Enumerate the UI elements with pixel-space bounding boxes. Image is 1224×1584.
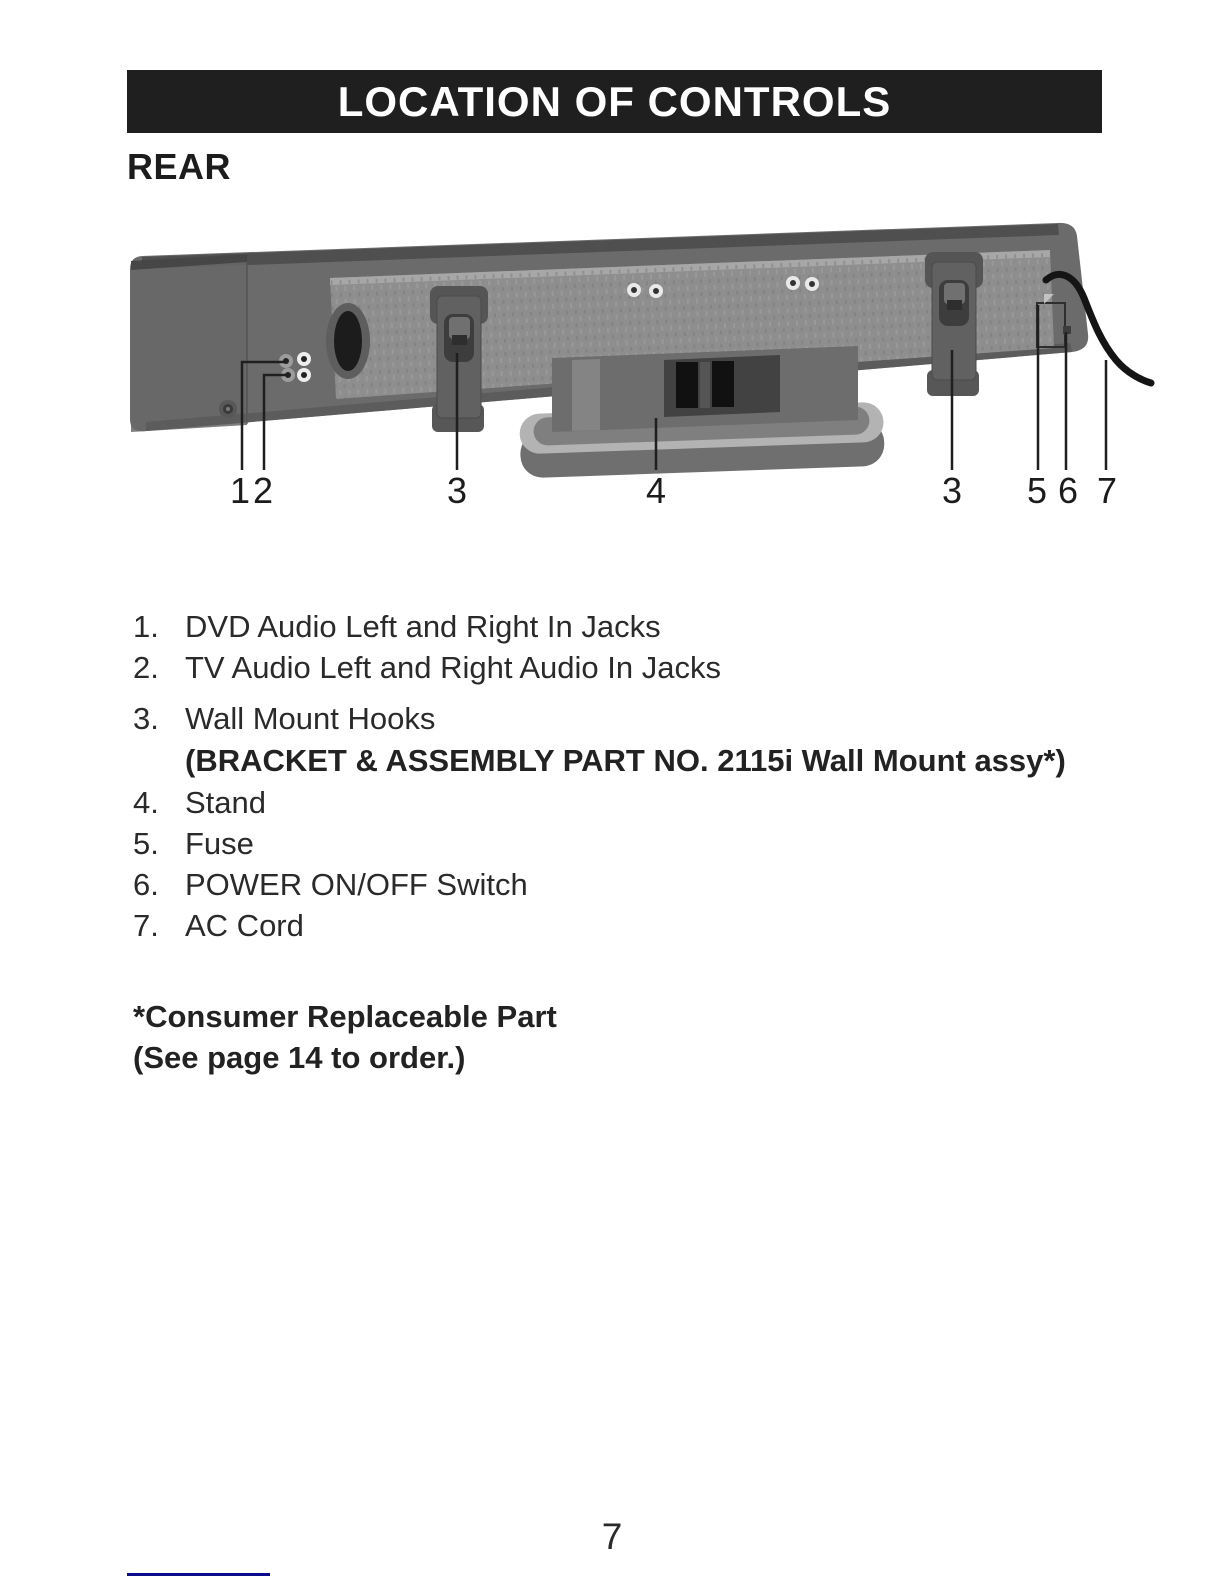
page-title: LOCATION OF CONTROLS (337, 77, 892, 125)
parts-list (133, 606, 1113, 946)
item-text: POWER ON/OFF Switch (185, 867, 528, 902)
footnote-line-1: *Consumer Replaceable Part (133, 999, 557, 1034)
wall-mount-hook-left (430, 286, 488, 432)
parts-list-item (133, 647, 1113, 688)
item-number: 1. (133, 609, 159, 644)
item-text: Stand (185, 785, 267, 820)
item-text: AC Cord (185, 908, 304, 943)
parts-list-item (133, 782, 1113, 823)
stand (519, 346, 885, 478)
parts-list-item (133, 606, 1113, 647)
bass-port (326, 303, 370, 379)
item-number: 6. (133, 867, 159, 902)
item-text: Fuse (185, 826, 254, 861)
item-number: 5. (133, 826, 159, 861)
callout-label-5: 5 (1026, 470, 1048, 511)
corner-screw (219, 400, 237, 418)
footer-rule (127, 1573, 270, 1576)
footnote-line-2: (See page 14 to order.) (133, 1040, 466, 1075)
item-number: 3. (133, 701, 159, 736)
header-bar (127, 70, 1102, 133)
item-number: 7. (133, 908, 159, 943)
section-heading-rear: REAR (127, 146, 232, 187)
parts-list-item (133, 864, 1113, 905)
callout-label-1: 1 (229, 470, 251, 511)
item-text: DVD Audio Left and Right In Jacks (185, 609, 661, 644)
rear-view-diagram (100, 195, 1224, 525)
parts-list-item (133, 698, 1113, 739)
callout-label-7: 7 (1096, 470, 1118, 511)
parts-list-item (133, 905, 1113, 946)
callout-label-3-right: 3 (941, 470, 963, 511)
item-number: 2. (133, 650, 159, 685)
wall-mount-hook-right (925, 252, 983, 396)
parts-list-item (133, 823, 1113, 864)
item-bold-note: (BRACKET & ASSEMBLY PART NO. 2115i Wall Mount assy*) (185, 743, 1066, 778)
callout-label-2: 2 (252, 470, 274, 511)
callout-label-4: 4 (645, 470, 667, 511)
callout-label-6: 6 (1057, 470, 1079, 511)
item-number: 4. (133, 785, 159, 820)
item-text: Wall Mount Hooks (185, 701, 436, 736)
callout-label-3-left: 3 (446, 470, 468, 511)
footnote (133, 996, 557, 1078)
page-number: 7 (601, 1516, 623, 1557)
item-text: TV Audio Left and Right Audio In Jacks (185, 650, 721, 685)
